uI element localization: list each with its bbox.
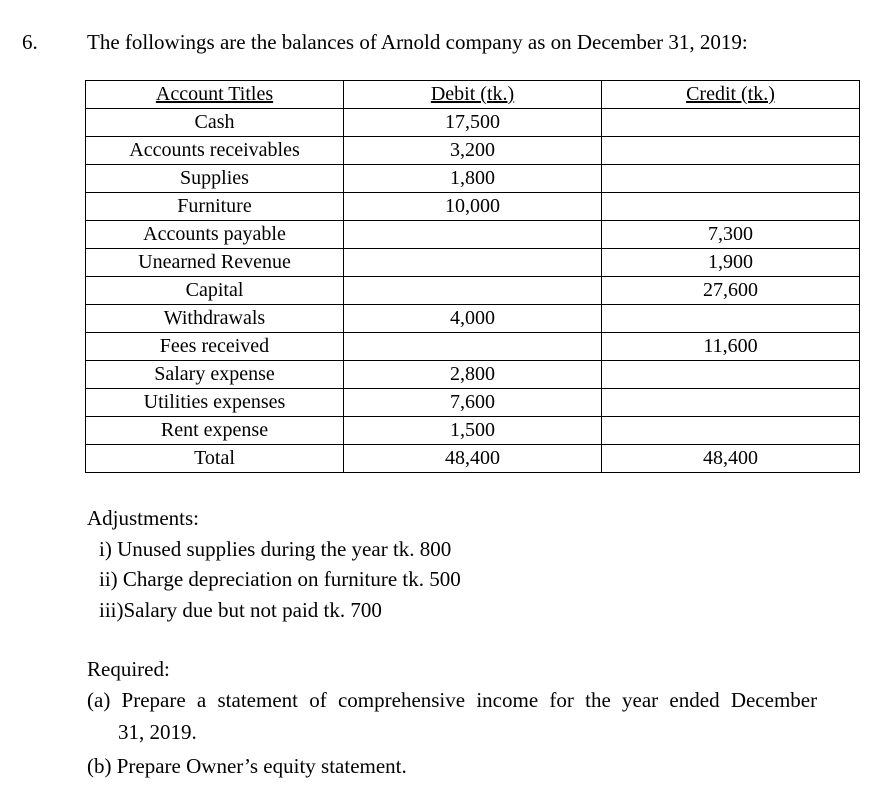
table-header-row [86,81,860,109]
cell-debit: 4,000 [344,305,602,333]
table-row [86,277,860,305]
cell-credit: 27,600 [602,277,860,305]
cell-credit [602,417,860,445]
table-row [86,361,860,389]
cell-debit: 7,600 [344,389,602,417]
required-title: Required: [87,657,170,681]
question-title: The followings are the balances of Arnold company as on December 31, 2019: [87,30,748,54]
balances-table [85,80,860,473]
cell-debit: 1,500 [344,417,602,445]
required-item-a-line1: (a) Prepare a statement of comprehensive income for the year ended December [87,688,818,712]
table-row [86,445,860,473]
cell-account: Utilities expenses [86,389,344,417]
cell-credit: 1,900 [602,249,860,277]
table-row [86,417,860,445]
table-row [86,221,860,249]
cell-debit [344,221,602,249]
cell-account: Furniture [86,193,344,221]
cell-debit: 48,400 [344,445,602,473]
cell-account: Supplies [86,165,344,193]
cell-account: Fees received [86,333,344,361]
cell-account: Accounts payable [86,221,344,249]
table-row [86,333,860,361]
table-row [86,249,860,277]
cell-debit: 1,800 [344,165,602,193]
cell-credit [602,361,860,389]
cell-debit [344,333,602,361]
cell-account: Rent expense [86,417,344,445]
cell-credit [602,137,860,165]
cell-credit [602,165,860,193]
cell-credit [602,193,860,221]
table-row [86,109,860,137]
cell-credit: 11,600 [602,333,860,361]
cell-credit: 7,300 [602,221,860,249]
cell-account: Salary expense [86,361,344,389]
cell-credit [602,305,860,333]
cell-credit [602,389,860,417]
header-account-titles: Account Titles [86,81,344,109]
cell-debit: 2,800 [344,361,602,389]
table-row [86,305,860,333]
adjustment-item-1: i) Unused supplies during the year tk. 800 [99,537,452,561]
cell-credit [602,109,860,137]
header-debit: Debit (tk.) [344,81,602,109]
cell-debit: 10,000 [344,193,602,221]
cell-credit: 48,400 [602,445,860,473]
cell-account: Capital [86,277,344,305]
cell-account: Withdrawals [86,305,344,333]
cell-debit: 17,500 [344,109,602,137]
adjustment-item-3: iii)Salary due but not paid tk. 700 [99,598,382,622]
table-row [86,389,860,417]
required-item-b: (b) Prepare Owner’s equity statement. [87,754,407,778]
adjustment-item-2: ii) Charge depreciation on furniture tk. 500 [99,567,461,591]
cell-account: Accounts receivables [86,137,344,165]
balances-table-body [86,81,860,473]
table-row [86,137,860,165]
required-item-a-line2: 31, 2019. [118,720,197,744]
header-credit: Credit (tk.) [602,81,860,109]
cell-debit [344,249,602,277]
cell-account: Total [86,445,344,473]
cell-account: Unearned Revenue [86,249,344,277]
table-row [86,165,860,193]
question-number: 6. [22,30,38,54]
table-row [86,193,860,221]
cell-debit [344,277,602,305]
cell-account: Cash [86,109,344,137]
cell-debit: 3,200 [344,137,602,165]
adjustments-title: Adjustments: [87,506,200,530]
